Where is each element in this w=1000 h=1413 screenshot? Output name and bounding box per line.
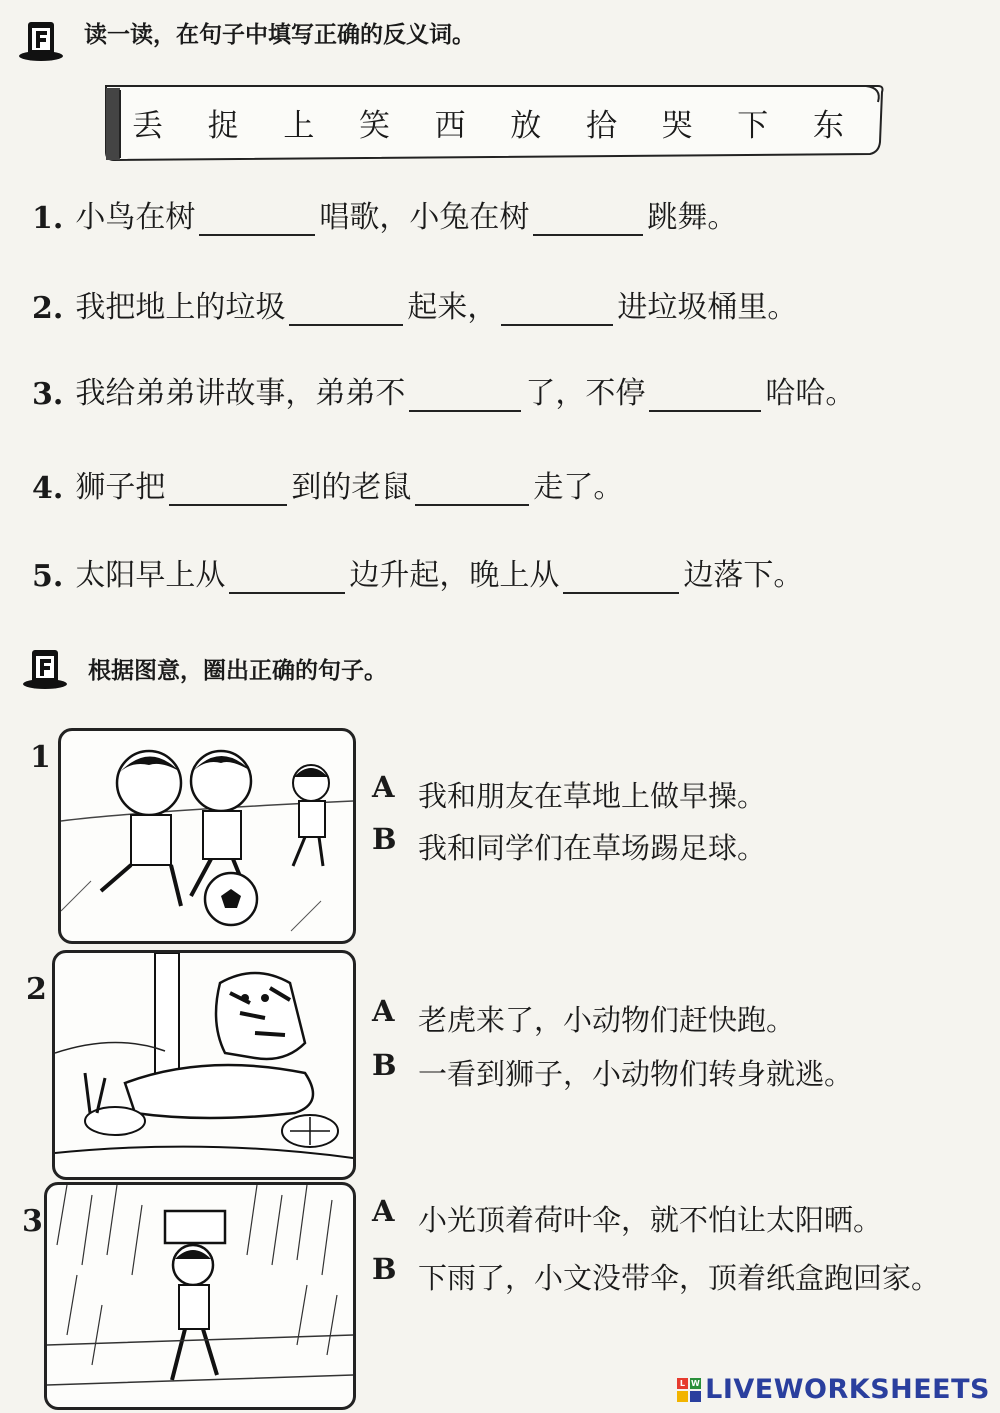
answer-blank[interactable] (229, 560, 345, 594)
answer-blank[interactable] (533, 202, 643, 236)
question-text: 哈哈。 (765, 376, 856, 411)
option-text: 小光顶着荷叶伞，就不怕让太阳晒。 (418, 1203, 883, 1237)
letter-f-hat-icon (18, 18, 64, 62)
logo-tile (690, 1391, 701, 1402)
question-text: 我把地上的垃圾 (75, 290, 286, 325)
option-text: 一看到狮子，小动物们转身就逃。 (418, 1057, 854, 1091)
option-text: 我和朋友在草地上做早操。 (418, 779, 767, 813)
option-1a[interactable] (372, 770, 766, 822)
item-number: 3 (22, 1204, 43, 1239)
word-bank-word: 上 (283, 107, 315, 144)
question-number: 4. (32, 471, 64, 506)
answer-blank[interactable] (169, 472, 287, 506)
question-text: 唱歌，小兔在树 (319, 200, 530, 235)
letter-f-hat-icon (22, 646, 68, 690)
picture-children-playing-football (58, 728, 356, 944)
question-5 (32, 550, 803, 594)
word-bank-word: 下 (737, 107, 769, 144)
option-3b[interactable] (372, 1252, 972, 1304)
item-number: 1 (30, 740, 51, 775)
question-number: 3. (32, 377, 64, 412)
liveworksheets-icon (677, 1378, 701, 1402)
answer-blank[interactable] (289, 292, 403, 326)
option-3a[interactable] (372, 1194, 882, 1246)
option-letter: A (372, 1194, 395, 1228)
option-letter: A (372, 994, 395, 1028)
question-text: 边落下。 (683, 558, 804, 593)
answer-blank[interactable] (409, 378, 521, 412)
question-4 (32, 462, 623, 506)
word-bank-word: 丢 (132, 107, 163, 144)
option-text: 下雨了，小文没带伞，顶着纸盒跑回家。 (418, 1261, 941, 1295)
answer-blank[interactable] (649, 378, 761, 412)
question-number: 5. (32, 559, 64, 594)
section-1-instruction: 读一读，在句子中填写正确的反义词。 (84, 22, 475, 48)
word-bank-word: 拾 (585, 107, 617, 144)
question-text: 进垃圾桶里。 (617, 290, 798, 325)
picture-boy-in-rain (44, 1182, 356, 1410)
question-text: 狮子把 (75, 470, 166, 505)
football-illustration (61, 731, 353, 941)
item-number: 2 (26, 972, 47, 1007)
answer-blank[interactable] (501, 292, 613, 326)
question-text: 了，不停 (525, 376, 646, 411)
liveworksheets-logo (677, 1374, 990, 1405)
question-text: 到的老鼠 (291, 470, 412, 505)
question-1 (32, 192, 737, 236)
question-number: 2. (32, 291, 64, 326)
rain-illustration (47, 1185, 353, 1407)
question-text: 走了。 (533, 470, 624, 505)
option-text: 我和同学们在草场踢足球。 (418, 831, 767, 865)
word-bank-word: 放 (510, 107, 542, 144)
word-bank-word: 捉 (207, 107, 239, 144)
section-2-instruction: 根据图意，圈出正确的句子。 (88, 658, 387, 684)
question-text: 小鸟在树 (75, 200, 196, 235)
answer-blank[interactable] (415, 472, 529, 506)
question-3 (32, 368, 855, 412)
word-bank-word: 哭 (661, 107, 693, 144)
question-number: 1. (32, 201, 64, 236)
option-text: 老虎来了，小动物们赶快跑。 (418, 1003, 796, 1037)
question-text: 太阳早上从 (75, 558, 226, 593)
word-bank-word: 西 (434, 107, 466, 144)
option-letter: B (372, 1252, 397, 1286)
answer-blank[interactable] (199, 202, 315, 236)
logo-letter: L (677, 1378, 688, 1389)
word-bank-word: 笑 (358, 107, 390, 144)
option-letter: B (372, 822, 397, 856)
word-bank (128, 96, 848, 148)
option-letter: B (372, 1048, 397, 1082)
option-2a[interactable] (372, 994, 795, 1046)
question-2 (32, 282, 797, 326)
question-text: 边升起，晚上从 (349, 558, 560, 593)
picture-tiger-and-animals (52, 950, 356, 1180)
answer-blank[interactable] (563, 560, 679, 594)
option-1b[interactable] (372, 822, 766, 874)
question-text: 起来， (407, 290, 498, 325)
word-bank-word: 东 (812, 107, 844, 144)
tiger-illustration (55, 953, 353, 1177)
question-text: 我给弟弟讲故事，弟弟不 (75, 376, 406, 411)
brand-name: LIVEWORKSHEETS (705, 1374, 990, 1405)
option-2b[interactable] (372, 1048, 853, 1100)
logo-letter: W (690, 1378, 701, 1388)
option-letter: A (372, 770, 395, 804)
question-text: 跳舞。 (647, 200, 738, 235)
logo-tile (677, 1391, 688, 1402)
